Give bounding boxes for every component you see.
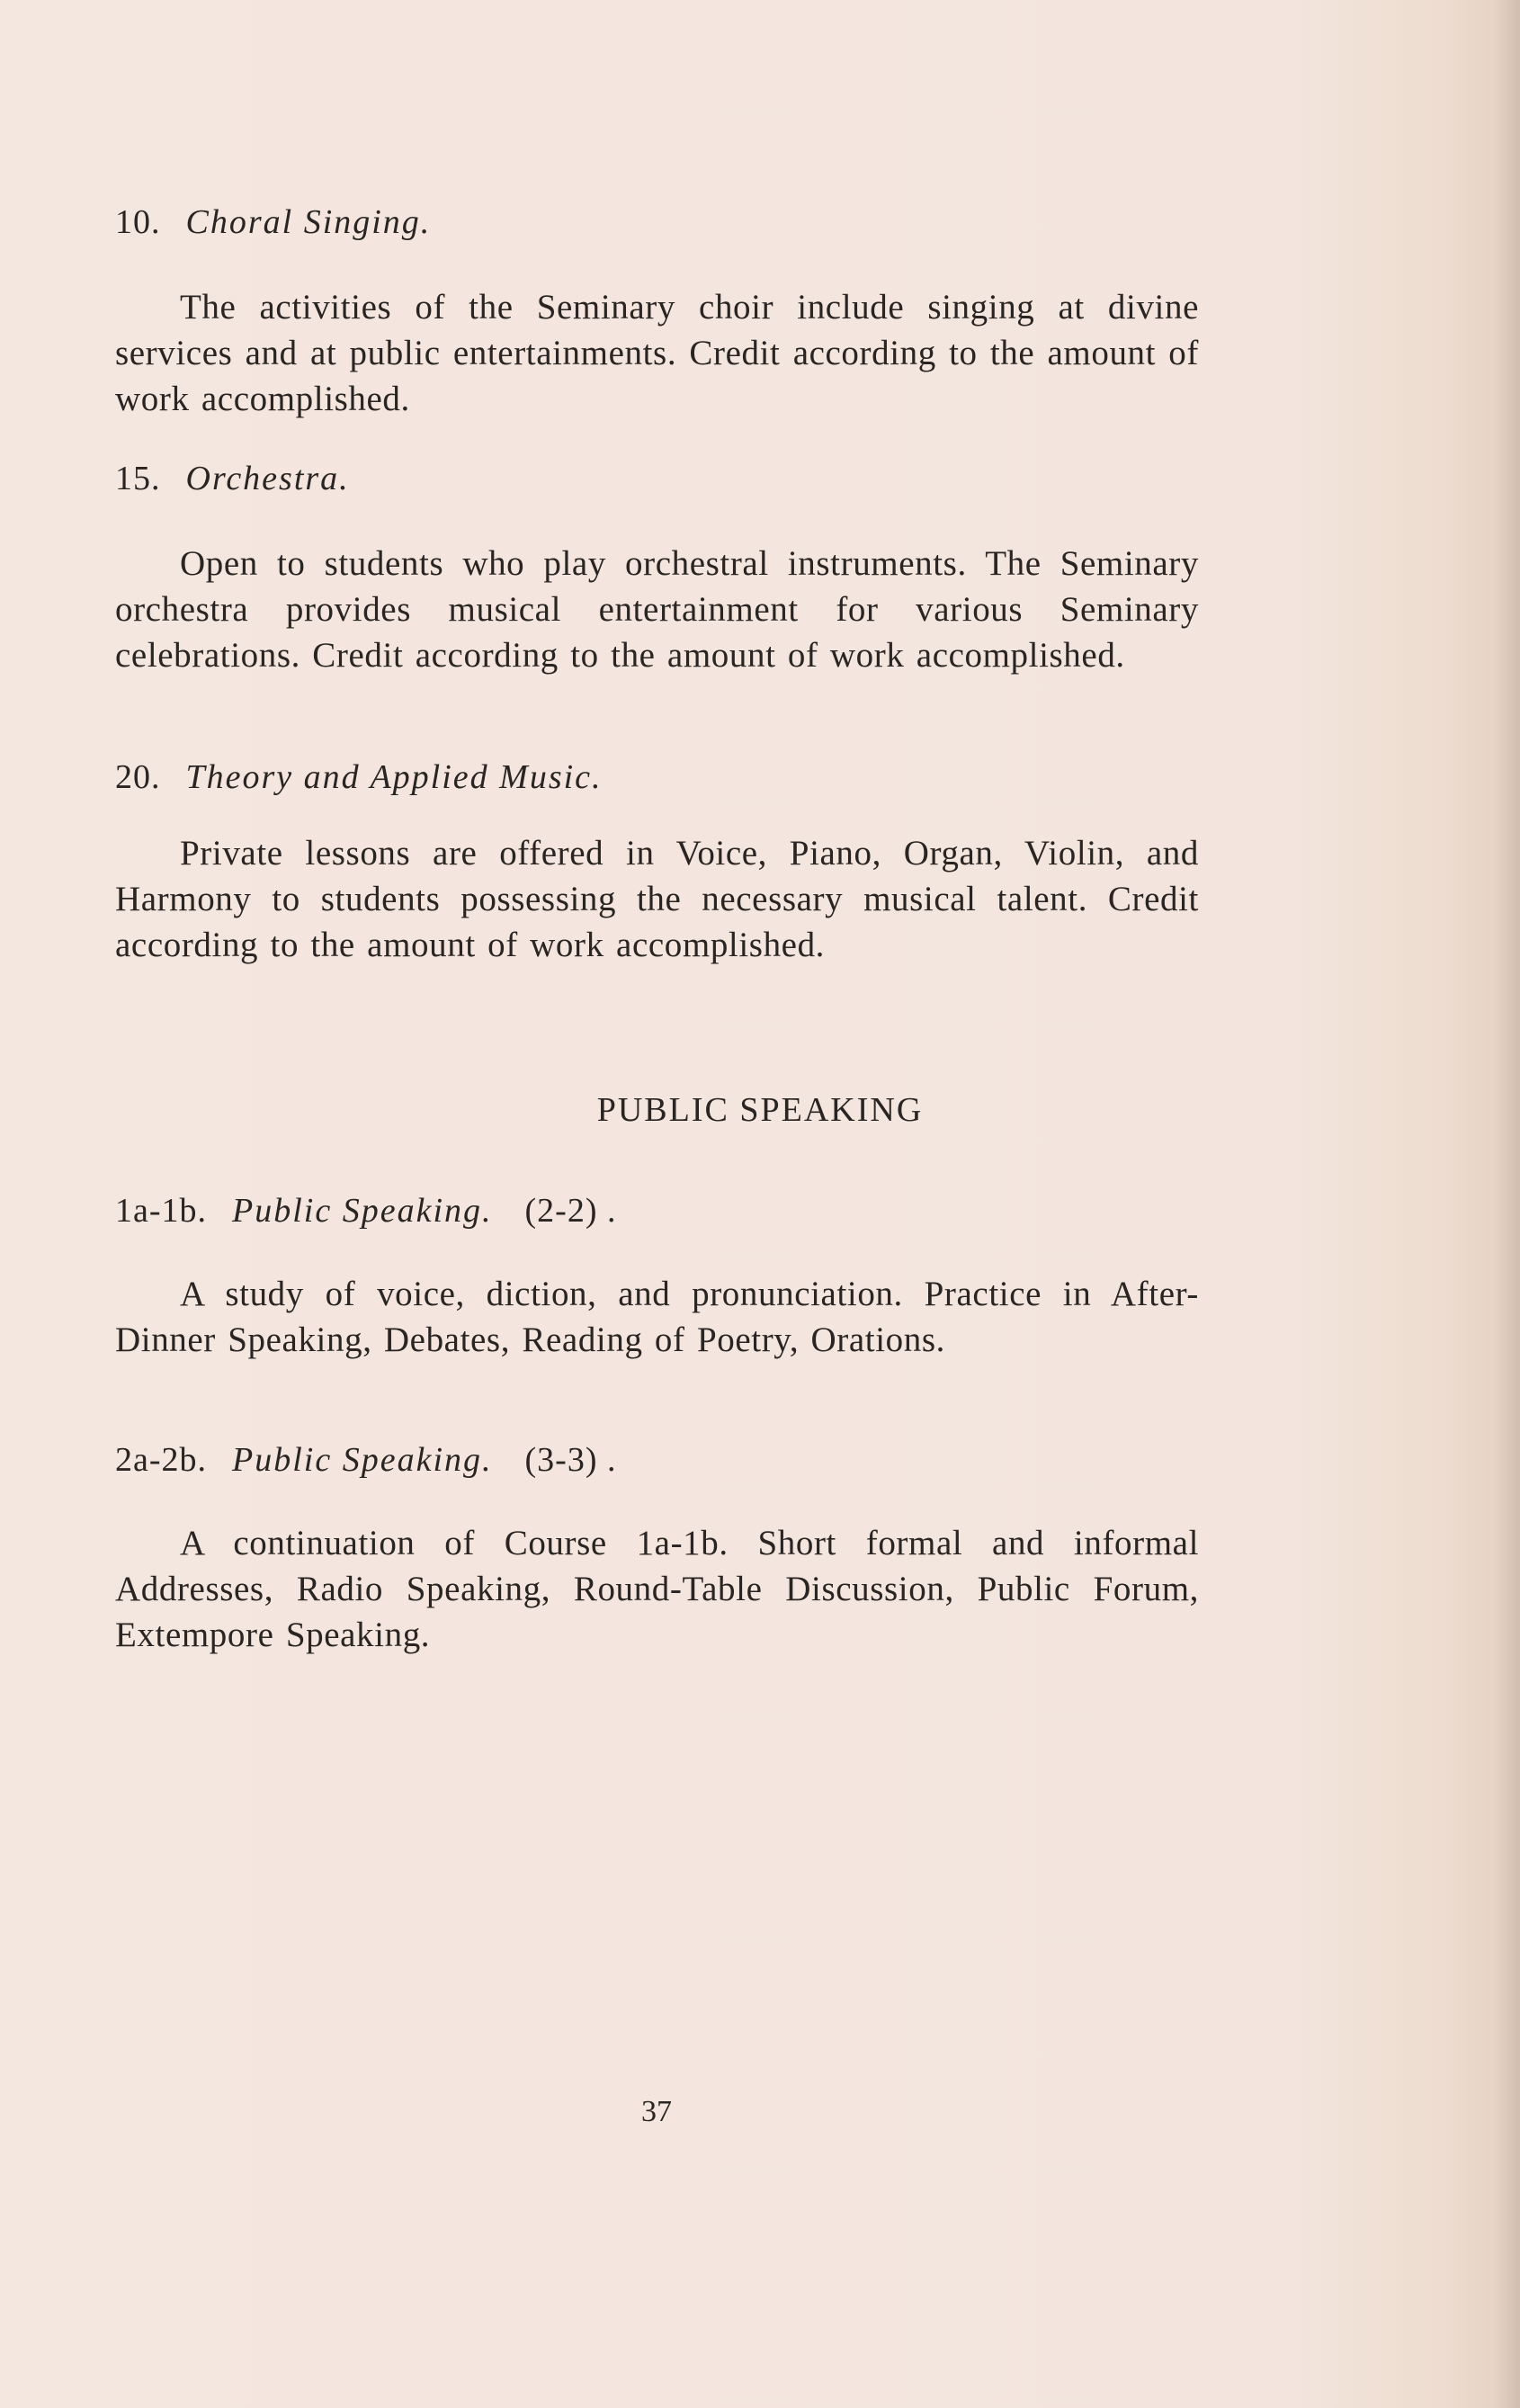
course-heading (115, 755, 1199, 800)
course-number: 2a-2b. (115, 1441, 208, 1479)
course-theory-applied-music (115, 755, 1199, 968)
course-heading (115, 456, 1199, 501)
course-heading (115, 1188, 1199, 1233)
course-description: Open to students who play orchestral instruments. The Seminary orchestra provides musical entertainment for various Seminary celebrations. Credit according to the amount of work accomplished. (115, 544, 1199, 675)
page-number: 37 (641, 2095, 672, 2128)
course-orchestra (115, 456, 1199, 678)
course-public-speaking-1 (115, 1188, 1199, 1363)
page-edge-shadow (1495, 0, 1520, 2408)
course-number: 10. (115, 203, 161, 241)
course-description: The activities of the Seminary choir include singing at divine services and at public entertainments. Credit according to the amount of work accomplished. (115, 288, 1199, 418)
course-number: 20. (115, 758, 161, 796)
course-description: Private lessons are offered in Voice, Piano, Organ, Violin, and Harmony to students possessing the necessary musical talent. Credit according to the amount of work accomplished. (115, 834, 1199, 964)
course-public-speaking-2 (115, 1437, 1199, 1658)
course-heading (115, 1437, 1199, 1482)
course-title: Choral Singing. (185, 203, 432, 241)
course-description: A continuation of Course 1a-1b. Short formal and informal Addresses, Radio Speaking, Round-Table Discussion, Public Forum, Extempore Speaking. (115, 1524, 1199, 1654)
course-number: 1a-1b. (115, 1192, 208, 1230)
section-heading-public-speaking: PUBLIC SPEAKING (596, 1091, 924, 1129)
course-choral-singing (115, 200, 1199, 422)
course-title: Theory and Applied Music. (185, 758, 603, 796)
course-hours: (3-3) . (524, 1441, 617, 1479)
course-number: 15. (115, 460, 161, 497)
course-description: A study of voice, diction, and pronunciation. Practice in After-Dinner Speaking, Debates, Reading of Poetry, Orations. (115, 1275, 1199, 1359)
course-title: Orchestra. (185, 460, 350, 497)
course-hours: (2-2) . (524, 1192, 617, 1230)
course-title: Public Speaking. (232, 1441, 493, 1479)
course-title: Public Speaking. (232, 1192, 493, 1230)
course-heading (115, 200, 1199, 245)
